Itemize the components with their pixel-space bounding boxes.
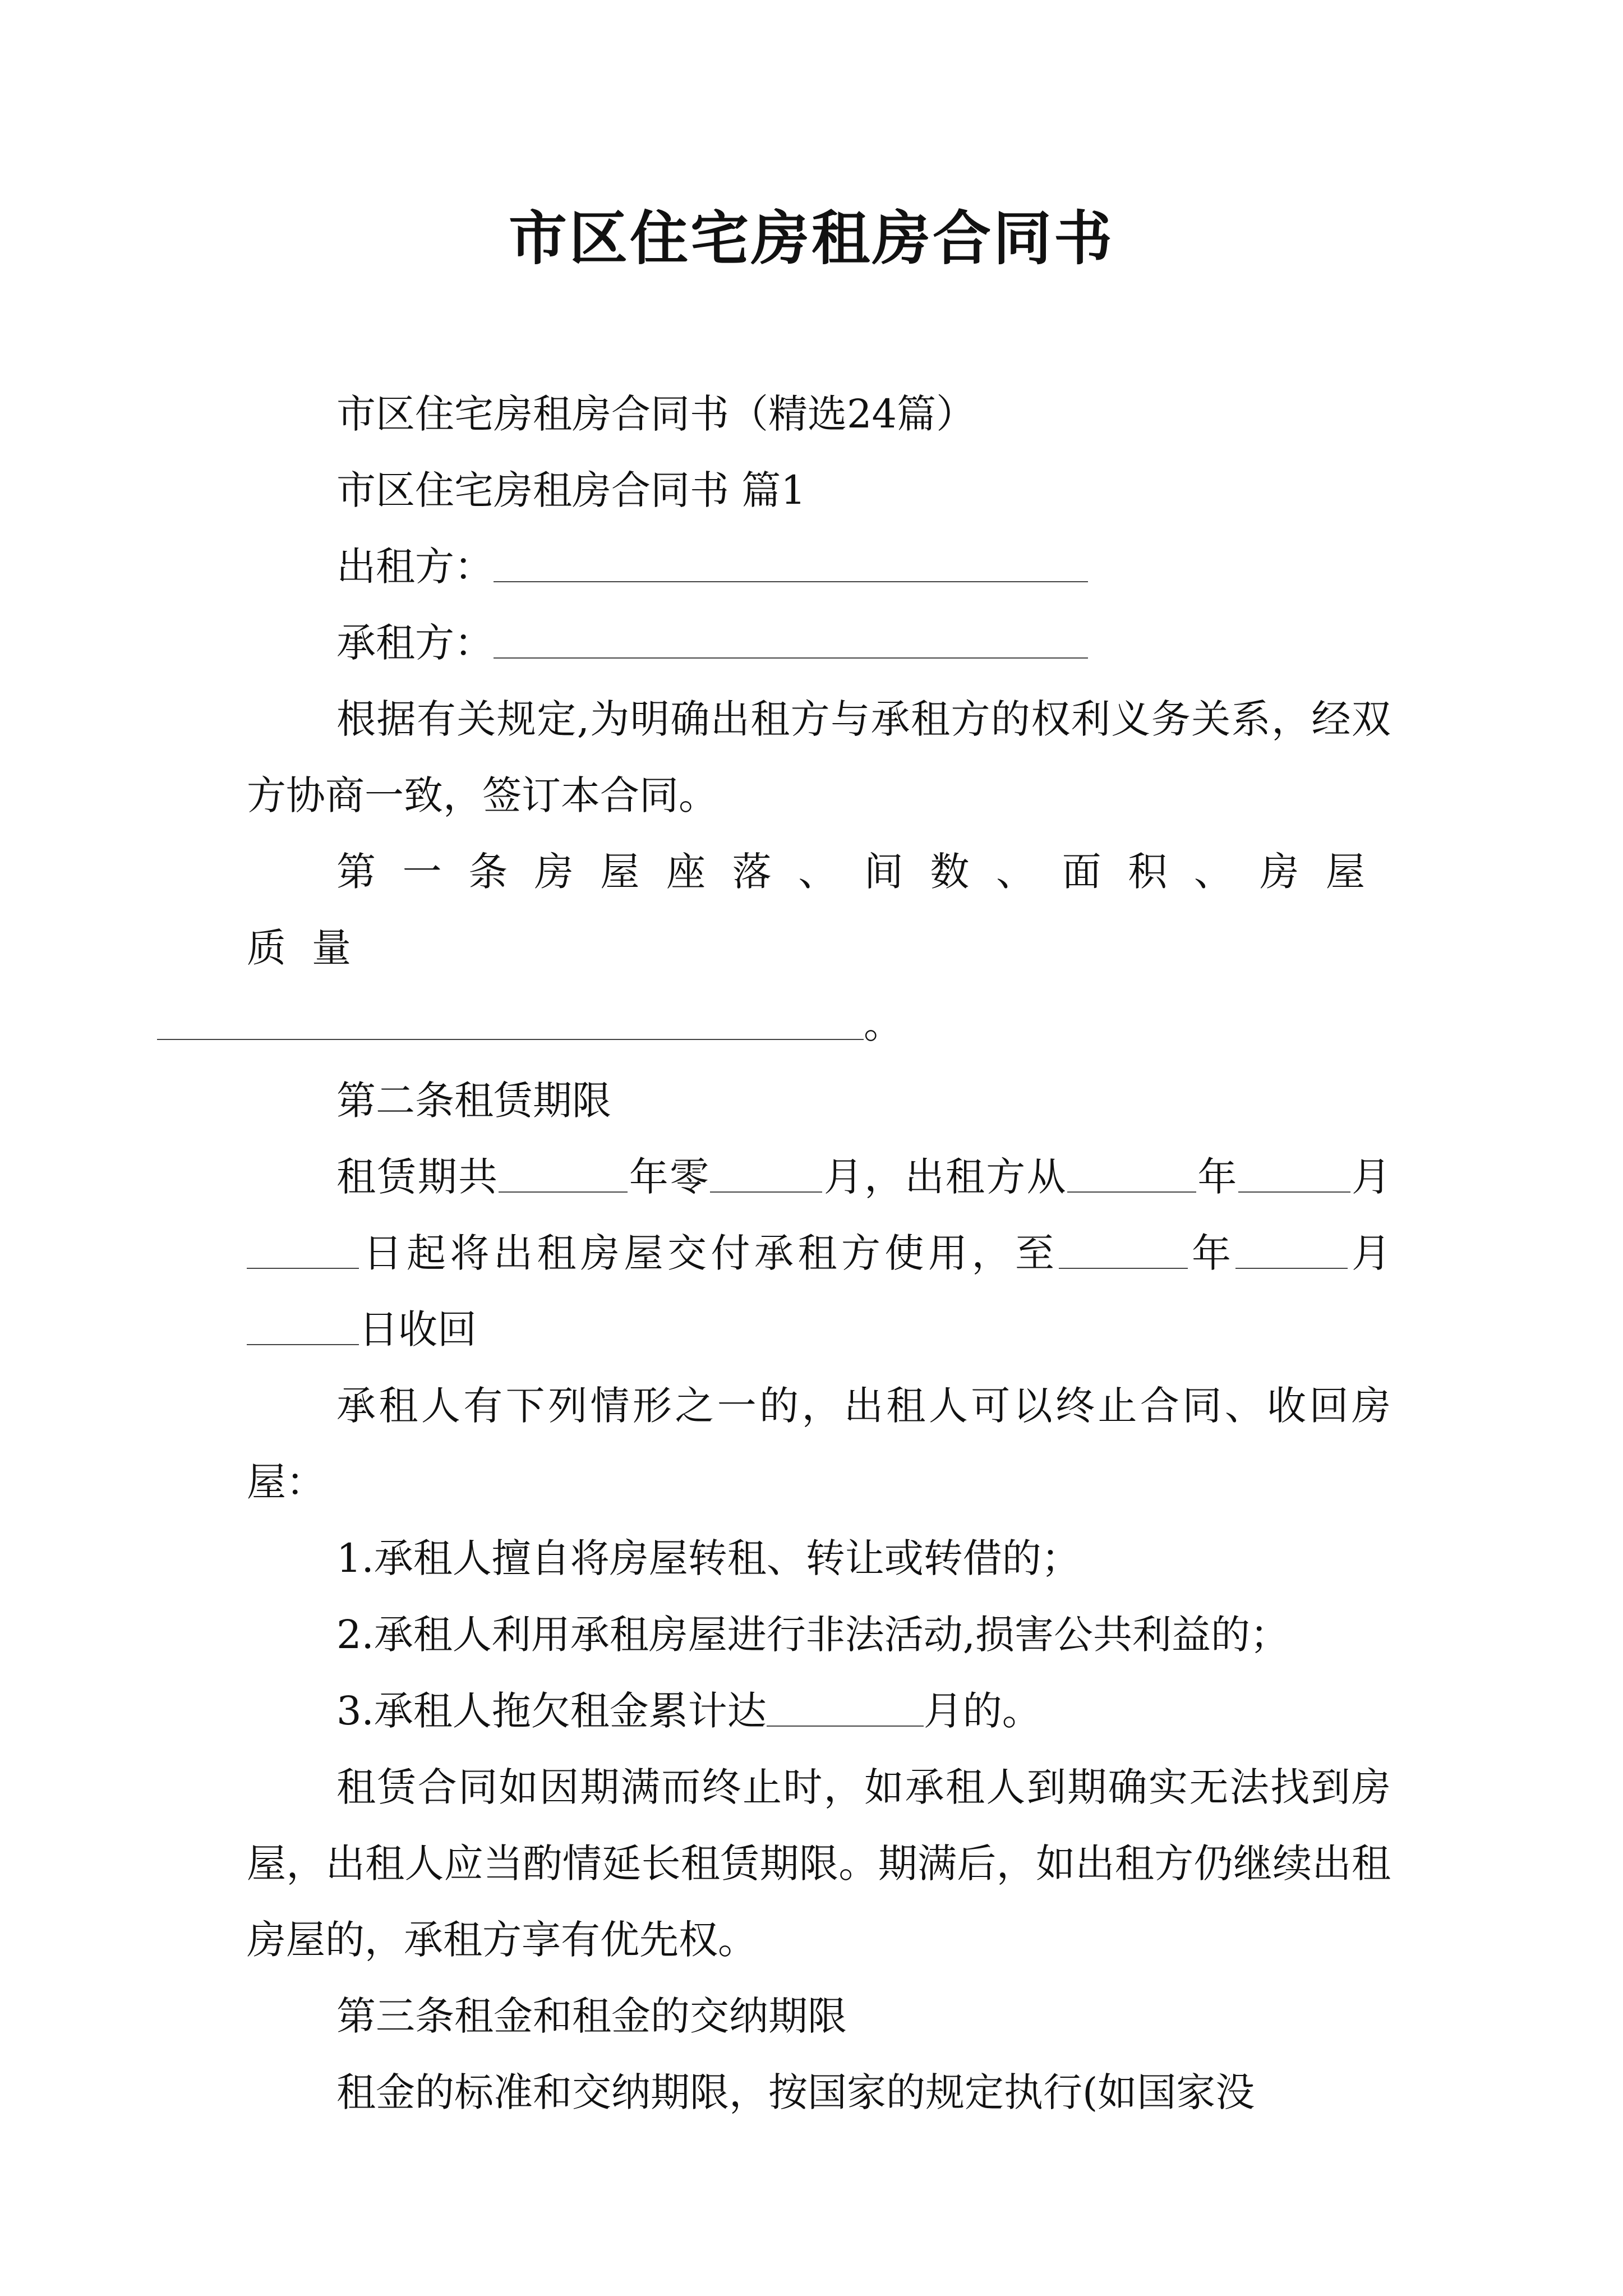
article-3-text: 租金的标准和交纳期限，按国家的规定执行(如国家没 (336, 2069, 1255, 2115)
start-year-blank (1067, 1152, 1196, 1193)
end-day-blank (247, 1305, 359, 1345)
article-3-title: 第三条租金和租金的交纳期限 (336, 1993, 847, 2039)
article-1-text: 第一条房屋座落、间数、面积、房屋质量 (247, 849, 1391, 971)
term-text-a: 租赁期共 (336, 1154, 499, 1200)
term-text-b: 年零 (628, 1154, 711, 1200)
document-body (247, 376, 1391, 2131)
end-year-blank (1059, 1228, 1188, 1269)
start-day-blank (247, 1228, 359, 1269)
arrears-months-blank (767, 1686, 924, 1727)
term-text-e: 月 (1350, 1154, 1391, 1200)
term-months-blank (710, 1152, 822, 1193)
lessee-label: 承租方： (336, 620, 494, 666)
term-text-h: 月 (1347, 1230, 1391, 1276)
term-years-blank (499, 1152, 628, 1193)
term-text-g: 年 (1187, 1230, 1235, 1276)
article-1 (247, 834, 1391, 1062)
start-month-blank (1238, 1152, 1350, 1193)
document-title: 市区住宅房租房合同书 (508, 204, 1114, 273)
article-1-end: 。 (864, 1001, 903, 1047)
term-text-d: 年 (1196, 1154, 1238, 1200)
intro-paragraph: 根据有关规定,为明确出租方与承租方的权利义务关系，经双方协商一致，签订本合同。 (247, 696, 1391, 818)
termination-intro: 承租人有下列情形之一的，出租人可以终止合同、收回房屋： (247, 1383, 1391, 1505)
end-month-blank (1235, 1228, 1348, 1269)
article-1-blank (157, 1000, 864, 1040)
collection-subtitle: 市区住宅房租房合同书（精选24篇） (336, 391, 976, 437)
item-3-text-a: 3.承租人拖欠租金累计达 (336, 1688, 767, 1734)
item-3-text-b: 月的。 (923, 1688, 1041, 1734)
termination-item-2: 2.承租人利用承租房屋进行非法活动,损害公共利益的； (336, 1612, 1290, 1658)
termination-item-1: 1.承租人擅自将房屋转租、转让或转借的； (336, 1535, 1081, 1581)
termination-item-3 (247, 1673, 1391, 1749)
renewal-paragraph: 租赁合同如因期满而终止时，如承租人到期确实无法找到房屋，出租人应当酌情延长租赁期限。期满后，如出租方仍继续出租房屋的，承租方享有优先权。 (247, 1764, 1391, 1963)
lessee-line (247, 605, 1391, 681)
term-text-c: 月，出租方从 (822, 1154, 1067, 1200)
lessor-blank (494, 542, 1088, 582)
lease-term-paragraph (247, 1139, 1391, 1368)
term-text-f: 日起将出租房屋交付承租方使用，至 (359, 1230, 1059, 1276)
article-2-title: 第二条租赁期限 (336, 1078, 611, 1124)
lessee-blank (494, 618, 1088, 659)
term-text-i: 日收回 (359, 1306, 477, 1352)
lessor-line (247, 528, 1391, 605)
section-heading: 市区住宅房租房合同书 篇1 (336, 467, 806, 513)
lessor-label: 出租方： (336, 544, 494, 590)
